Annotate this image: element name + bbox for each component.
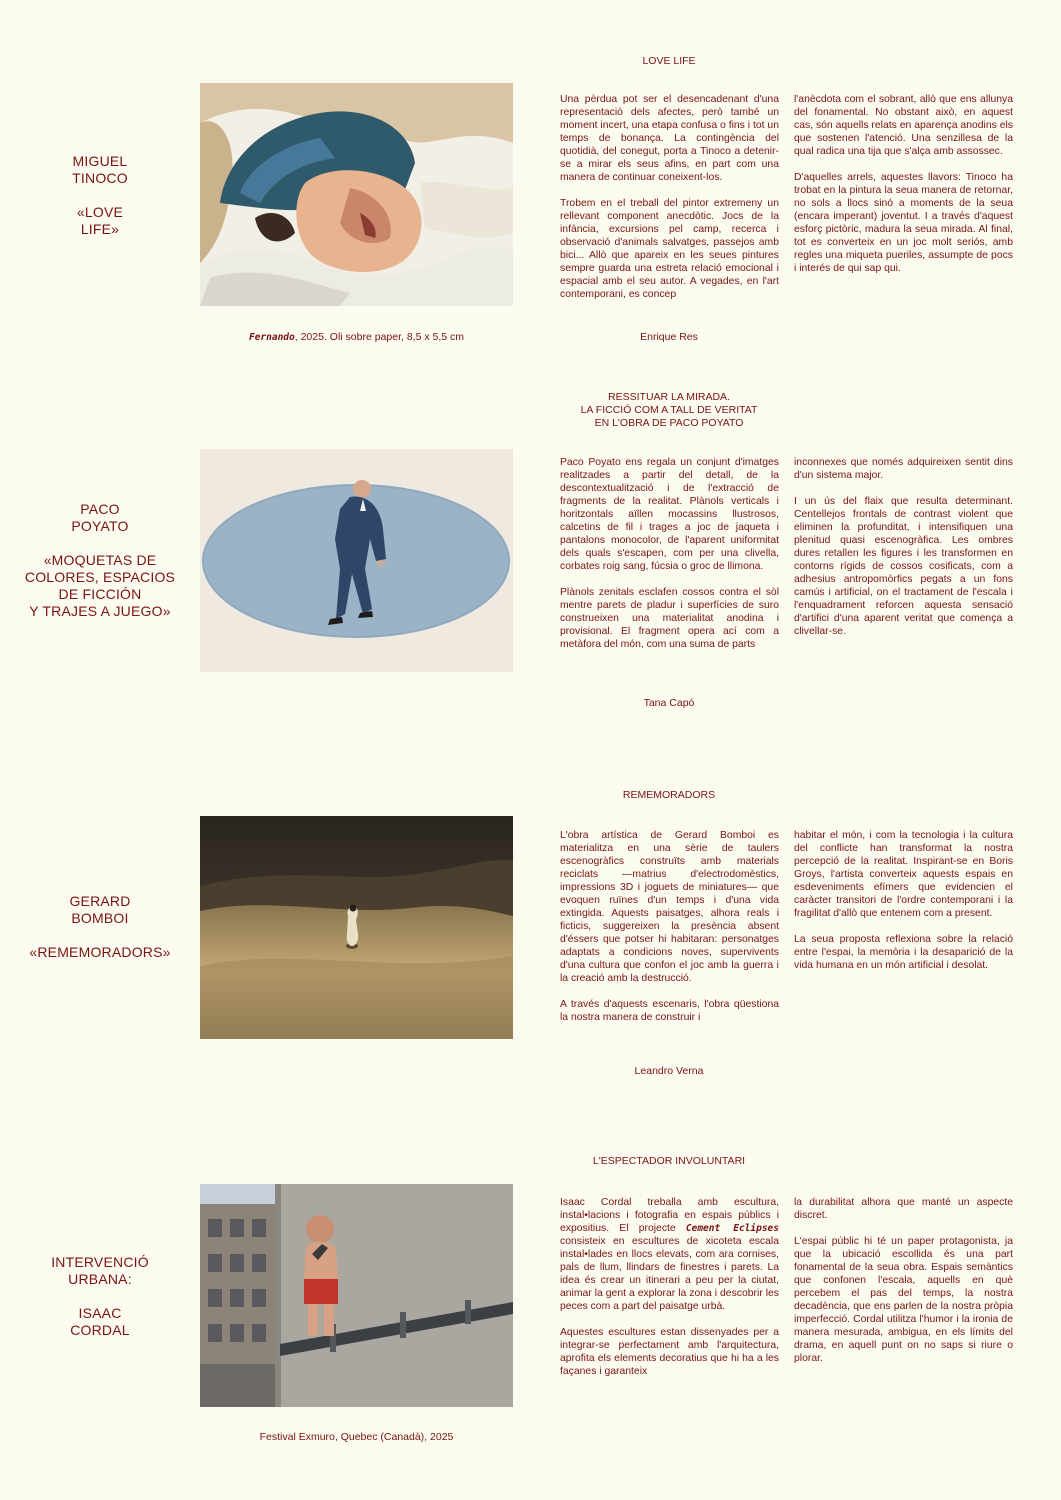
section-2-artist [20, 501, 180, 620]
artist-line: CORDAL [70, 1322, 130, 1338]
paragraph: Aquestes escultures estan dissenyades per a integrar-se perfectament amb l'arquitectura, aprofita els elements decoratius que hi ha a les façanes i garanteix [560, 1327, 779, 1377]
heading-line: LA FICCIÓ COM A TALL DE VERITAT [580, 404, 758, 416]
section-1-author: Enrique Res [640, 331, 698, 343]
paragraph: Plànols zenitals esclafen cossos contra el sòl mentre parets de pladur i superfícies de suro construeixen una materialitat anodina i provisional. El fragment opera ací com a metàfora del món, com una suma de parts [560, 587, 779, 650]
section-4-column-2 [794, 1196, 1013, 1378]
paragraph: L'obra artística de Gerard Bomboi es materialitza en una sèrie de taulers escenogràfics construïts amb materials reciclats —matrius d'electrodomèstics, impressions 3D i joguets de miniatures— que evoquen ruïnes d'un temps i d'una vida extingida. Aquests paisatges, alhora reals i ficticis, suggereixen la presència absent d'éssers que potser hi habitaran: personatges adaptats a condicions noves, supervivents d'una cultura que confon el joc amb la guerra i la creació amb la destrucció. [560, 830, 779, 984]
section-3-author: Leandro Verna [634, 1065, 704, 1077]
suit-man-photo [200, 449, 513, 672]
section-3-artist [20, 893, 180, 961]
artist-line: URBANA: [68, 1271, 132, 1287]
section-4-column-1 [560, 1196, 779, 1391]
section-2-author: Tana Capó [643, 697, 695, 709]
section-1-caption [200, 331, 513, 343]
paragraph: la durabilitat alhora que manté un aspecte discret. [794, 1197, 1013, 1221]
section-3-column-2 [794, 829, 1013, 985]
section-3-heading [560, 789, 778, 802]
section-1-artist [20, 153, 180, 238]
heading-line: L'ESPECTADOR INVOLUNTARI [592, 1155, 746, 1167]
sculpture-on-wall-photo [200, 1184, 513, 1407]
artist-line: «REMEMORADORS» [29, 944, 171, 960]
paragraph: l'anècdota com el sobrant, allò que ens allunya del fonamental. No obstant això, en aquest cas, són aquells relats en aparença anodins els que sostenen l'atenció. Una senzillesa de la qual radica una tija que s'alça amb assossec. [794, 94, 1013, 157]
artist-line: «MOQUETAS DE [43, 552, 157, 568]
paragraph: habitar el món, i com la tecnologia i la cultura del conflicte han transformat la nostra percepció de la realitat. Inspirant-se en Boris Groys, l'artista converteix aquests espais en esdeveniments efímers que evidencien el caràcter transitori de l'ordre contemporani i la fragilitat d'allò que entenem com a present. [794, 830, 1013, 919]
paragraph: I un ús del flaix que resulta determinant. Centellejos frontals de contrast violent que eliminen la profunditat, i intensifiquen una plenitud quasi escenogràfica. Les ombres dures retallen les figures i les transformen en contorns rígids de cossos cosificats, com a adhesius antropomòrfics pegats a un fons camús i artificial, on el tractament de l'escala i l'enquadrament reforcen aquesta sensació d'artifici d'una aparent veritat que comença a clivellar-se. [794, 496, 1013, 637]
artist-line: PACO [80, 501, 120, 517]
painting-image [200, 83, 513, 306]
artist-line: BOMBOI [71, 910, 129, 926]
section-3-column-1 [560, 829, 779, 1037]
artist-line: «LOVE [76, 204, 124, 220]
heading-line: EN L'OBRA DE PACO POYATO [594, 417, 744, 429]
heading-line: REMEMORADORS [622, 789, 716, 801]
paragraph: A través d'aquests escenaris, l'obra qüestiona la nostra manera de construir i [560, 999, 779, 1023]
paragraph: L'espai públic hi té un paper protagonista, ja que la ubicació escollida és una part fonamental de la seua obra. Espais semàntics que confonen l'escala, aquells en què percebem el pas del temps, la nostra decadència, que ens parlen de la nostra pròpia imperfecció. Cordal utilitza l'humor i la ironia de manera mesurada, ambigua, en els límits del drama, en aquell punt on no saps si riure o plorar. [794, 1236, 1013, 1364]
paragraph: Paco Poyato ens regala un conjunt d'imatges realitzades a partir del detall, de la descontextualització i de l'extracció de fragments de la realitat. Plànols verticals i horitzontals aïllen mocassins llustrosos, calcetins de fil i trages a joc de jaqueta i pantalons monocolor, de l'aparent uniformitat dels quals s'escapen, com per una clivella, corbates roig sang, fúcsia o groc de llimona. [560, 457, 779, 572]
section-1-column-1 [560, 93, 779, 314]
artist-line: ISAAC [78, 1305, 122, 1321]
heading-line: LOVE LIFE [642, 55, 696, 67]
paragraph: inconnexes que només adquireixen sentit dins d'un sistema major. [794, 457, 1013, 481]
section-2-column-1 [560, 456, 779, 664]
artist-line: DE FICCIÓN [58, 586, 142, 602]
paragraph: Una pèrdua pot ser el desencadenant d'una representació dels afectes, però també un moment incert, una etapa confusa o fins i tot un temps de bonança. La contingència del quotidià, del conegut, porta a Tinoco a detenir-se a mirar els seus afins, en part com una manera de continuar coneixent-los. [560, 94, 779, 183]
section-4-heading [560, 1155, 778, 1168]
artist-line: TINOCO [72, 170, 128, 186]
section-1-column-2 [794, 93, 1013, 288]
artist-line: COLORES, ESPACIOS [24, 569, 176, 585]
miniature-landscape-photo [200, 816, 513, 1039]
paragraph [560, 1196, 779, 1313]
paragraph: Trobem en el treball del pintor extremeny un rellevant component anecdòtic. Jocs de la infància, excursions pel camp, recerca i observació d'animals salvatges, passejos amb bici... Allò que apareix en les seues pintures sempre guarda una estreta relació emocional i espacial amb el seu autor. A vegades, en l'art contemporani, es concep [560, 198, 779, 300]
section-4-artist [20, 1254, 180, 1339]
artist-line: MIGUEL [72, 153, 128, 169]
section-2-column-2 [794, 456, 1013, 651]
artist-line: Y TRAJES A JUEGO» [29, 603, 171, 619]
paragraph: D'aquelles arrels, aquestes llavors: Tinoco ha trobat en la pintura la seua manera de retornar, no sols a llocs sinó a moments de la seua (encara imperant) joventut. I a través d'aquest esforç pictòric, madura la seua mirada. Al final, tot es converteix en un joc molt seriós, amb regles una miqueta pueriles, assumpte de pocs i interés de qui sap qui. [794, 172, 1013, 274]
artist-line: INTERVENCIÓ [51, 1254, 149, 1270]
section-2-heading [560, 391, 778, 430]
project-title: Cement Eclipses [685, 1223, 779, 1234]
caption-text: , 2025. Oli sobre paper, 8,5 x 5,5 cm [294, 331, 465, 343]
paragraph-text: consisteix en escultures de xicoteta escala instal•lades en llocs elevats, com ara cornises, pals de llum, llindars de finestres i parets. La idea és crear un itinerari a peu per la ciutat, animar la gent a explorar la zona i descobrir les peces com a part del paisatge urbà. [560, 1236, 779, 1312]
caption-title: Fernando [248, 332, 295, 343]
artist-line: GERARD [69, 893, 131, 909]
paragraph-text: Isaac Cordal treballa amb escultura, instal•lacions i fotografia en espais públics i expositius. El projecte [560, 1197, 779, 1234]
section-4-caption: Festival Exmuro, Quebec (Canadà), 2025 [259, 1431, 454, 1443]
artist-line: POYATO [71, 518, 129, 534]
section-1-heading [560, 55, 778, 68]
paragraph: La seua proposta reflexiona sobre la relació entre l'espai, la memòria i la desaparició de la vida humana en un món artificial i desolat. [794, 934, 1013, 971]
artist-line: LIFE» [80, 221, 120, 237]
heading-line: RESSITUAR LA MIRADA. [608, 391, 730, 403]
